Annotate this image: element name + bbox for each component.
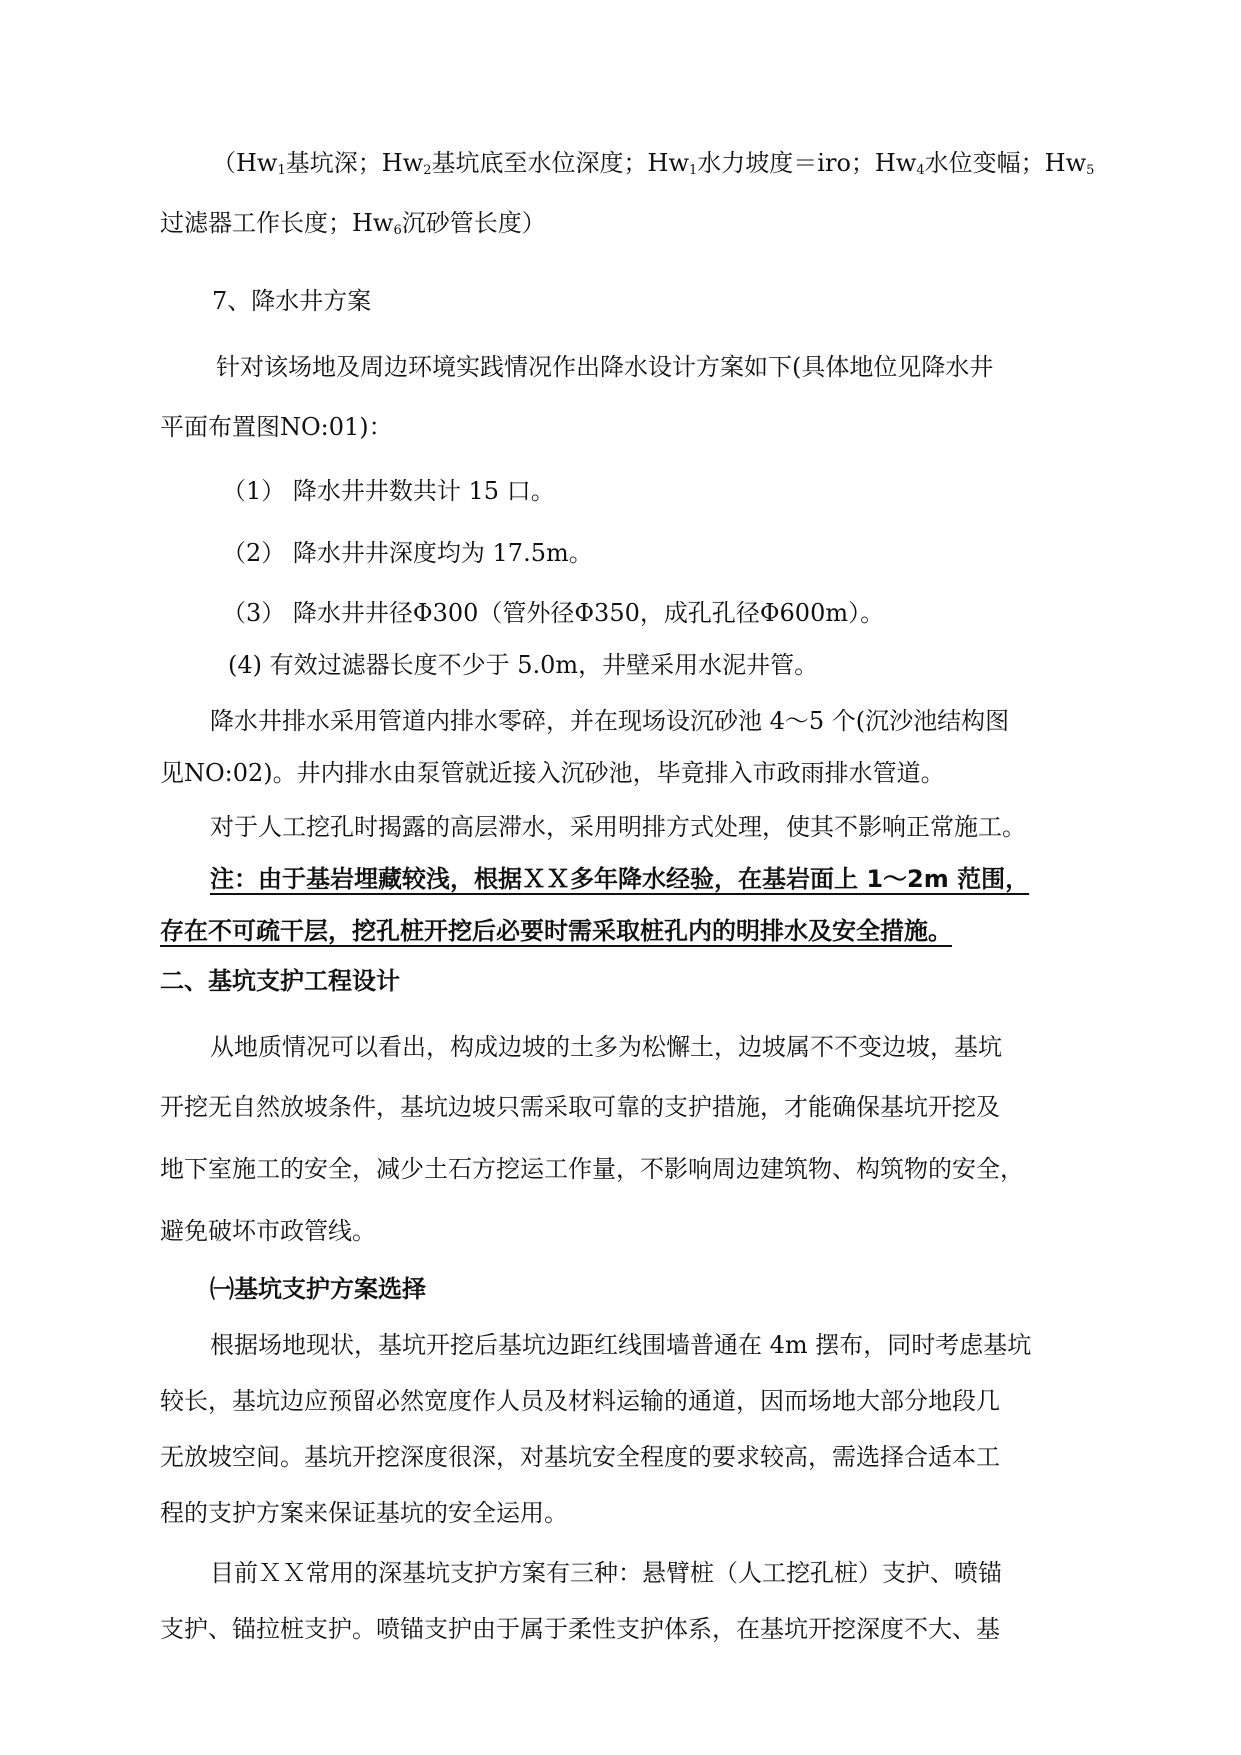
- geology-paragraph-line-4: 避免破坏市政管线。: [160, 1217, 376, 1245]
- geology-paragraph-line-2: 开挖无自然放坡条件，基坑边坡只需采取可靠的支护措施，才能确保基坑开挖及: [160, 1093, 1000, 1121]
- list-item-3: （3） 降水井井径Φ300（管外径Φ350，成孔孔径Φ600m）。: [222, 599, 885, 627]
- drain-paragraph-line-2: 见NO:02)。井内排水由泵管就近接入沉砂池，毕竟排入市政雨排水管道。: [160, 759, 945, 787]
- section-2-heading: 二、基坑支护工程设计: [160, 967, 400, 995]
- site-paragraph-line-2: 较长，基坑边应预留必然宽度作人员及材料运输的通道，因而场地大部分地段几: [160, 1387, 1000, 1415]
- drain-paragraph-line-1: 降水井排水采用管道内排水零碎，并在现场设沉砂池 4～5 个(沉沙池结构图: [210, 707, 1010, 735]
- site-paragraph-line-3: 无放坡空间。基坑开挖深度很深，对基坑安全程度的要求较高，需选择合适本工: [160, 1443, 1000, 1471]
- site-paragraph-line-4: 程的支护方案来保证基坑的安全运用。: [160, 1499, 568, 1527]
- site-paragraph-line-1: 根据场地现状，基坑开挖后基坑边距红线围墙普通在 4m 摆布，同时考虑基坑: [210, 1331, 1032, 1359]
- schemes-paragraph-line-1: 目前ＸＸ常用的深基坑支护方案有三种：悬臂桩（人工挖孔桩）支护、喷锚: [210, 1559, 1002, 1587]
- list-item-4: (4) 有效过滤器长度不少于 5.0m，井壁采用水泥井管。: [228, 651, 819, 679]
- geology-paragraph-line-3: 地下室施工的安全，减少土石方挖运工作量，不影响周边建筑物、构筑物的安全，: [160, 1155, 1024, 1183]
- list-item-1: （1） 降水井井数共计 15 口。: [222, 477, 555, 505]
- perched-water-paragraph: 对于人工挖孔时揭露的高层滞水，采用明排方式处理，使其不影响正常施工。: [210, 813, 1026, 841]
- formula-note-line-2: 过滤器工作长度；$Hw_6$沉砂管长度）: [160, 209, 546, 238]
- subheading-support-scheme: ㈠基坑支护方案选择: [210, 1275, 426, 1303]
- intro-paragraph-line-2: 平面布置图NO:01)：: [160, 413, 393, 441]
- list-item-2: （2） 降水井井深度均为 17.5m。: [222, 539, 593, 567]
- note-line-1: 注：由于基岩埋藏较浅，根据ＸＸ多年降水经验，在基岩面上 1～2m 范围，: [210, 865, 1030, 893]
- geology-paragraph-line-1: 从地质情况可以看出，构成边坡的土多为松懈土，边坡属不不变边坡，基坑: [210, 1033, 1002, 1061]
- note-line-2: 存在不可疏干层，挖孔桩开挖后必要时需采取桩孔内的明排水及安全措施。: [160, 917, 952, 945]
- schemes-paragraph-line-2: 支护、锚拉桩支护。喷锚支护由于属于柔性支护体系，在基坑开挖深度不大、基: [160, 1615, 1000, 1643]
- formula-note-line-1: （$Hw_1$基坑深；$Hw_2$基坑底至水位深度；$Hw_1$水力坡度＝iro；$Hw_4$水位变幅；$Hw_5$: [212, 149, 1095, 178]
- section-7-title: 7、降水井方案: [212, 287, 372, 315]
- intro-paragraph-line-1: 针对该场地及周边环境实践情况作出降水设计方案如下(具体地位见降水井: [216, 353, 994, 381]
